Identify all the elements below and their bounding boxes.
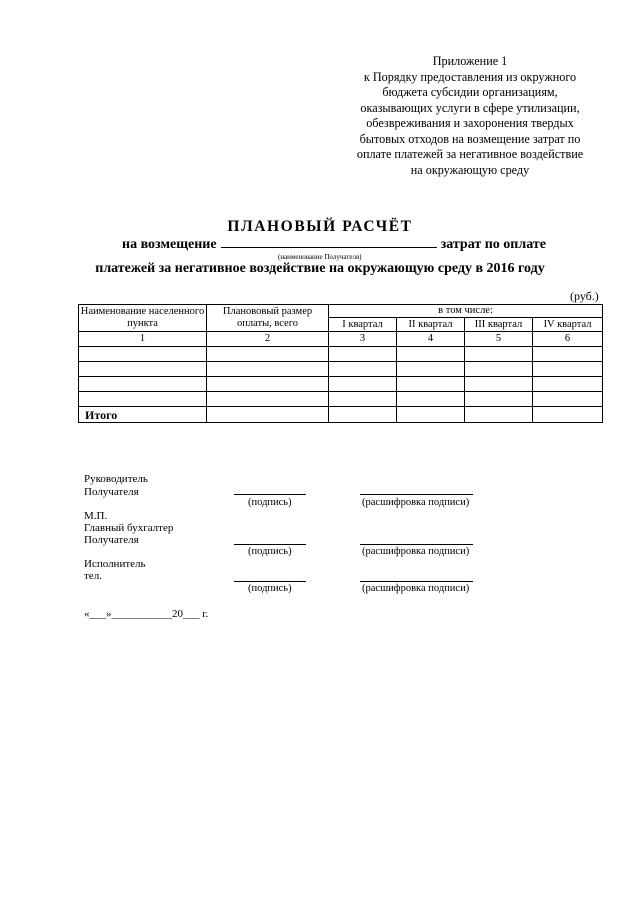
table-cell[interactable] [465, 362, 533, 377]
annex-line: обезвреживания и захоронения твердых [366, 116, 574, 130]
head-label-line2: Получателя [84, 486, 139, 498]
executor-decode-line[interactable] [360, 581, 473, 582]
table-cell[interactable] [465, 392, 533, 407]
table-cell[interactable] [207, 362, 329, 377]
table-cell[interactable] [329, 347, 397, 362]
column-number: 1 [79, 332, 207, 347]
table-cell[interactable] [207, 377, 329, 392]
annex-block [340, 54, 600, 178]
column-number: 4 [397, 332, 465, 347]
plan-table [78, 304, 603, 423]
header-quarter-3: III квартал [465, 318, 533, 332]
annex-line: на окружающую среду [410, 162, 530, 177]
column-number: 6 [533, 332, 603, 347]
executor-decode-caption: (расшифровка подписи) [362, 583, 470, 594]
header-planned-amount: Планововый размер оплаты, всего [207, 305, 329, 332]
table-cell[interactable] [465, 347, 533, 362]
accountant-label-line1: Главный бухгалтер [84, 522, 174, 534]
table-cell[interactable] [397, 362, 465, 377]
accountant-label-line2: Получателя [84, 534, 139, 546]
executor-phone-label: тел. [84, 570, 102, 582]
table-cell[interactable] [533, 377, 603, 392]
table-cell[interactable] [397, 347, 465, 362]
head-decode-caption: (расшифровка подписи) [362, 497, 470, 508]
table-cell[interactable] [397, 392, 465, 407]
total-label: Итого [79, 407, 207, 423]
column-number: 3 [329, 332, 397, 347]
currency-unit: (руб.) [570, 289, 599, 303]
table-cell[interactable] [329, 362, 397, 377]
total-cell[interactable] [465, 407, 533, 423]
head-label-line1: Руководитель [84, 473, 148, 485]
table-cell[interactable] [79, 347, 207, 362]
stamp-label: М.П. [84, 510, 108, 522]
executor-label-line1: Исполнитель [84, 558, 146, 570]
recipient-blank-line[interactable] [221, 235, 437, 248]
column-number-row [79, 332, 603, 347]
total-cell[interactable] [207, 407, 329, 423]
executor-signature-caption: (подпись) [248, 583, 292, 594]
header-including: в том числе: [329, 305, 603, 318]
table-cell[interactable] [329, 377, 397, 392]
annex-line: оплате платежей за негативное воздействие [356, 147, 584, 161]
column-number: 5 [465, 332, 533, 347]
table-cell[interactable] [465, 377, 533, 392]
accountant-signature-line[interactable] [234, 544, 306, 545]
table-cell[interactable] [533, 347, 603, 362]
document-title: ПЛАНОВЫЙ РАСЧЁТ [227, 218, 413, 235]
table-cell[interactable] [329, 392, 397, 407]
table-row [79, 392, 603, 407]
table-cell[interactable] [79, 392, 207, 407]
recipient-caption: (наименование Получателя) [278, 253, 362, 261]
table-row [79, 377, 603, 392]
total-cell[interactable] [397, 407, 465, 423]
header-locality: Наименование населенного пункта [79, 305, 207, 332]
column-number: 2 [207, 332, 329, 347]
annex-line: бюджета субсидии организациям, [382, 85, 558, 99]
document-subtitle [122, 235, 546, 253]
accountant-decode-line[interactable] [360, 544, 473, 545]
table-cell[interactable] [397, 377, 465, 392]
head-decode-line[interactable] [360, 494, 473, 495]
accountant-decode-caption: (расшифровка подписи) [362, 546, 470, 557]
executor-signature-line[interactable] [234, 581, 306, 582]
total-row [79, 407, 603, 423]
table-row [79, 362, 603, 377]
document-subtitle-line2: платежей за негативное воздействие на окружающую среду в 2016 году [95, 261, 545, 276]
table-cell[interactable] [533, 392, 603, 407]
annex-line: к Порядку предоставления из окружного [363, 69, 577, 84]
table-cell[interactable] [207, 347, 329, 362]
table-row [79, 347, 603, 362]
table-cell[interactable] [207, 392, 329, 407]
header-quarter-4: IV квартал [533, 318, 603, 332]
head-signature-line[interactable] [234, 494, 306, 495]
header-quarter-2: II квартал [397, 318, 465, 332]
head-signature-caption: (подпись) [248, 497, 292, 508]
table-cell[interactable] [533, 362, 603, 377]
header-quarter-1: I квартал [329, 318, 397, 332]
date-field[interactable]: «___»___________20___ г. [84, 608, 209, 620]
subtitle-before: на возмещение [122, 237, 217, 252]
table-cell[interactable] [79, 377, 207, 392]
total-cell[interactable] [533, 407, 603, 423]
table-header-row [79, 305, 603, 318]
subtitle-after: затрат по оплате [440, 237, 546, 252]
annex-line: Приложение 1 [432, 54, 508, 68]
table-cell[interactable] [79, 362, 207, 377]
annex-line: оказывающих услуги в сфере утилизации, [360, 100, 580, 115]
total-cell[interactable] [329, 407, 397, 423]
accountant-signature-caption: (подпись) [248, 546, 292, 557]
annex-line: бытовых отходов на возмещение затрат по [359, 131, 581, 146]
